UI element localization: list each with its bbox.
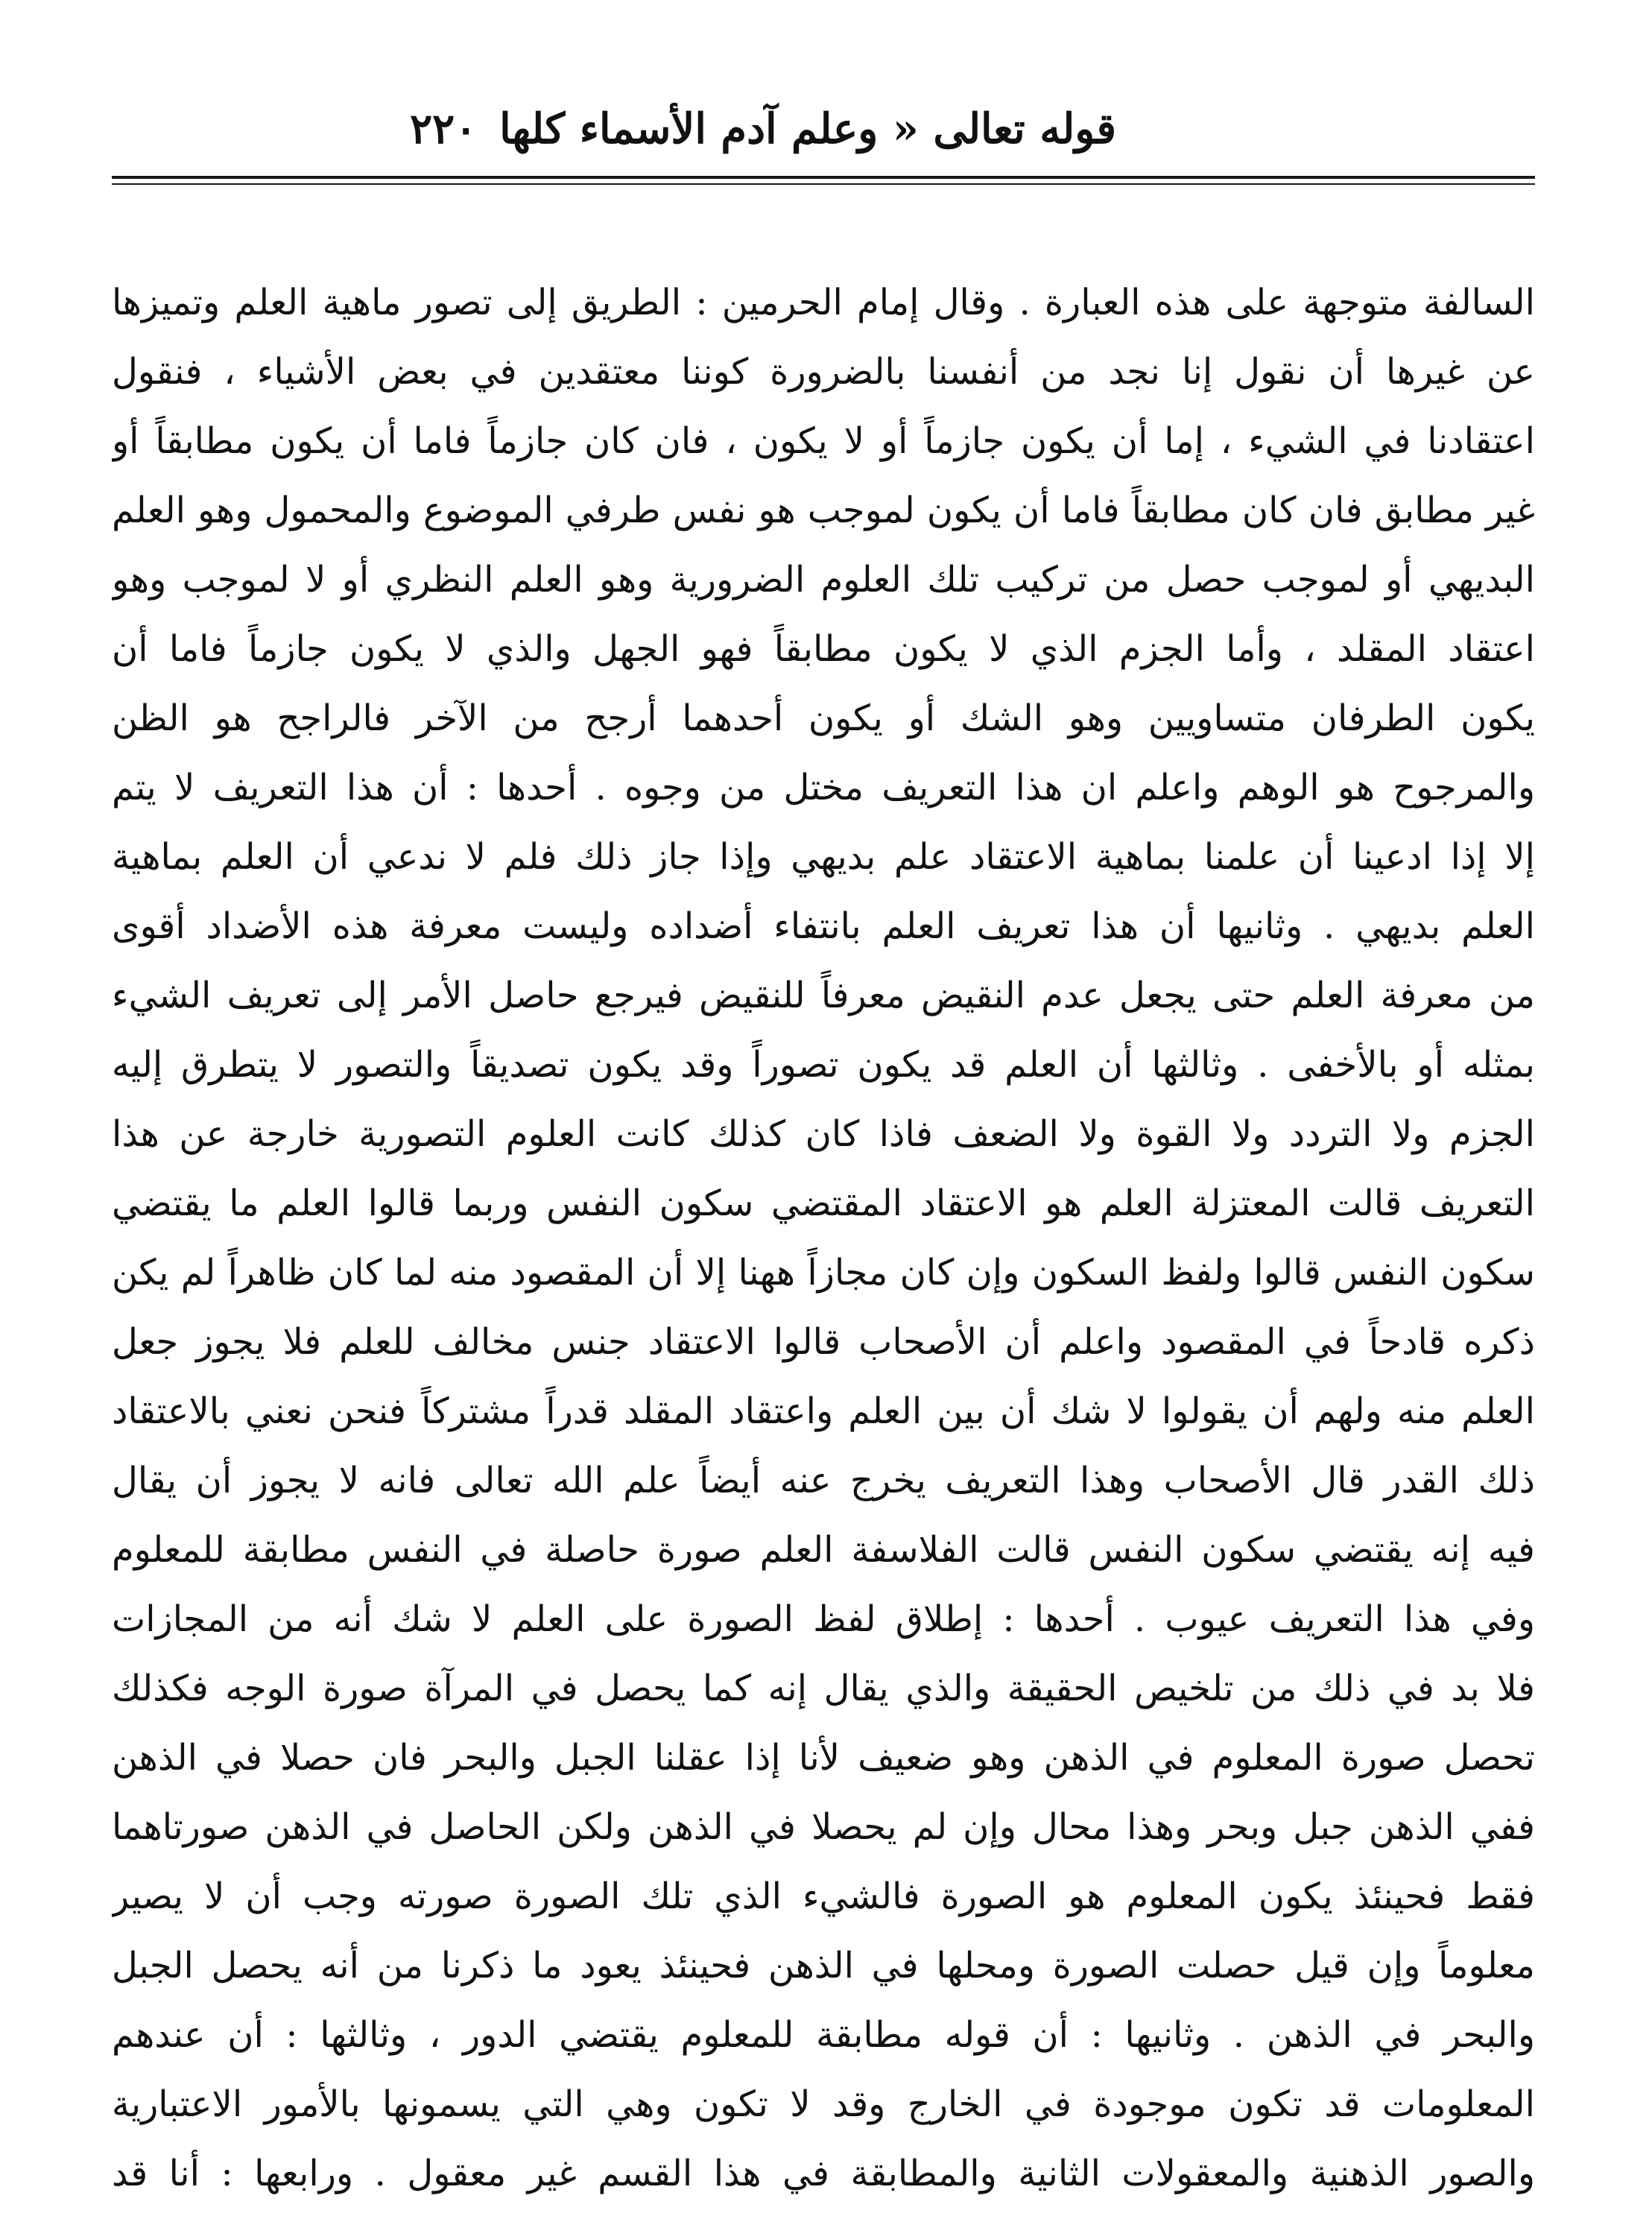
text-line: والبحر في الذهن . وثانيها : أن قوله مطابقة للمعلوم يقتضي الدور ، وثالثها : أن عندهم: [112, 2014, 1535, 2056]
body-text: [112, 268, 1535, 2209]
text-line: عن غيرها أن نقول إنا نجد من أنفسنا بالضرورة كوننا معتقدين في بعض الأشياء ، فنقول: [112, 351, 1535, 393]
text-line: التعريف قالت المعتزلة العلم هو الاعتقاد المقتضي سكون النفس وربما قالوا العلم ما يقتضي: [112, 1183, 1535, 1224]
text-line: سكون النفس قالوا ولفظ السكون وإن كان مجازاً ههنا إلا أن المقصود منه لما كان ظاهراً لم يكن: [112, 1252, 1535, 1294]
page-number: ٢٢٠: [410, 104, 478, 153]
text-line: يكون الطرفان متساويين وهو الشك أو يكون أحدهما أرجح من الآخر فالراجح هو الظن: [112, 697, 1535, 739]
text-line: العلم بديهي . وثانيها أن هذا تعريف العلم بانتفاء أضداده وليست معرفة هذه الأضداد أقوى: [112, 905, 1535, 947]
text-line: السالفة متوجهة على هذه العبارة . وقال إمام الحرمين : الطريق إلى تصور ماهية العلم وتميزها: [112, 282, 1535, 323]
text-line: الجزم ولا التردد ولا القوة ولا الضعف فاذا كان كذلك كانت العلوم التصورية خارجة عن هذا: [112, 1113, 1535, 1155]
text-line: إلا إذا ادعينا أن علمنا بماهية الاعتقاد علم بديهي وإذا جاز ذلك فلم لا ندعي أن العلم بماهية: [112, 836, 1535, 878]
text-line: فيه إنه يقتضي سكون النفس قالت الفلاسفة العلم صورة حاصلة في النفس مطابقة للمعلوم: [112, 1529, 1535, 1571]
text-line: ذلك القدر قال الأصحاب وهذا التعريف يخرج عنه أيضاً علم الله تعالى فانه لا يجوز أن يقال: [112, 1460, 1535, 1501]
text-line: والمرجوح هو الوهم واعلم ان هذا التعريف مختل من وجوه . أحدها : أن هذا التعريف لا يتم: [112, 767, 1535, 808]
text-line: والصور الذهنية والمعقولات الثانية والمطابقة في هذا القسم غير معقول . ورابعها : أنا قد: [112, 2153, 1535, 2194]
text-line: ذكره قادحاً في المقصود واعلم أن الأصحاب قالوا الاعتقاد جنس مخالف للعلم فلا يجوز جعل: [112, 1321, 1535, 1363]
header-rule: [112, 176, 1535, 179]
running-title: قوله تعالى « وعلم آدم الأسماء كلها: [499, 104, 1116, 153]
text-line: اعتقادنا في الشيء ، إما أن يكون جازماً أو لا يكون ، فان كان جازماً فاما أن يكون مطابقاً أو: [112, 420, 1535, 462]
text-line: اعتقاد المقلد ، وأما الجزم الذي لا يكون مطابقاً فهو الجهل والذي لا يكون جازماً فاما أن: [112, 628, 1535, 670]
header-rule-thin: [112, 183, 1535, 185]
text-line: البديهي أو لموجب حصل من تركيب تلك العلوم الضرورية وهو العلم النظري أو لا لموجب وهو: [112, 559, 1535, 601]
text-line: تحصل صورة المعلوم في الذهن وهو ضعيف لأنا إذا عقلنا الجبل والبحر فان حصلا في الذهن: [112, 1737, 1535, 1779]
text-line: غير مطابق فان كان مطابقاً فاما أن يكون لموجب هو نفس طرفي الموضوع والمحمول وهو العلم: [112, 490, 1535, 531]
text-line: المعلومات قد تكون موجودة في الخارج وقد لا تكون وهي التي يسمونها بالأمور الاعتبارية: [112, 2083, 1535, 2125]
text-line: معلوماً وإن قيل حصلت الصورة ومحلها في الذهن فحينئذ يعود ما ذكرنا من أنه يحصل الجبل: [112, 1945, 1535, 1987]
page-header: [112, 95, 1534, 177]
text-line: فقط فحينئذ يكون المعلوم هو الصورة فالشيء الذي تلك الصورة صورته وجب أن لا يصير: [112, 1876, 1535, 1917]
text-line: ففي الذهن جبل وبحر وهذا محال وإن لم يحصلا في الذهن ولكن الحاصل في الذهن صورتاهما: [112, 1806, 1535, 1848]
text-line: من معرفة العلم حتى يجعل عدم النقيض معرفاً للنقيض فيرجع حاصل الأمر إلى تعريف الشيء: [112, 975, 1535, 1016]
text-line: العلم منه ولهم أن يقولوا لا شك أن بين العلم واعتقاد المقلد قدراً مشتركاً فنحن نعني بالاعتقاد: [112, 1390, 1535, 1432]
text-line: فلا بد في ذلك من تلخيص الحقيقة والذي يقال إنه كما يحصل في المرآة صورة الوجه فكذلك: [112, 1668, 1535, 1709]
text-line: وفي هذا التعريف عيوب . أحدها : إطلاق لفظ الصورة على العلم لا شك أنه من المجازات: [112, 1598, 1535, 1640]
text-line: بمثله أو بالأخفى . وثالثها أن العلم قد يكون تصوراً وقد يكون تصديقاً والتصور لا يتطرق إليه: [112, 1044, 1535, 1086]
